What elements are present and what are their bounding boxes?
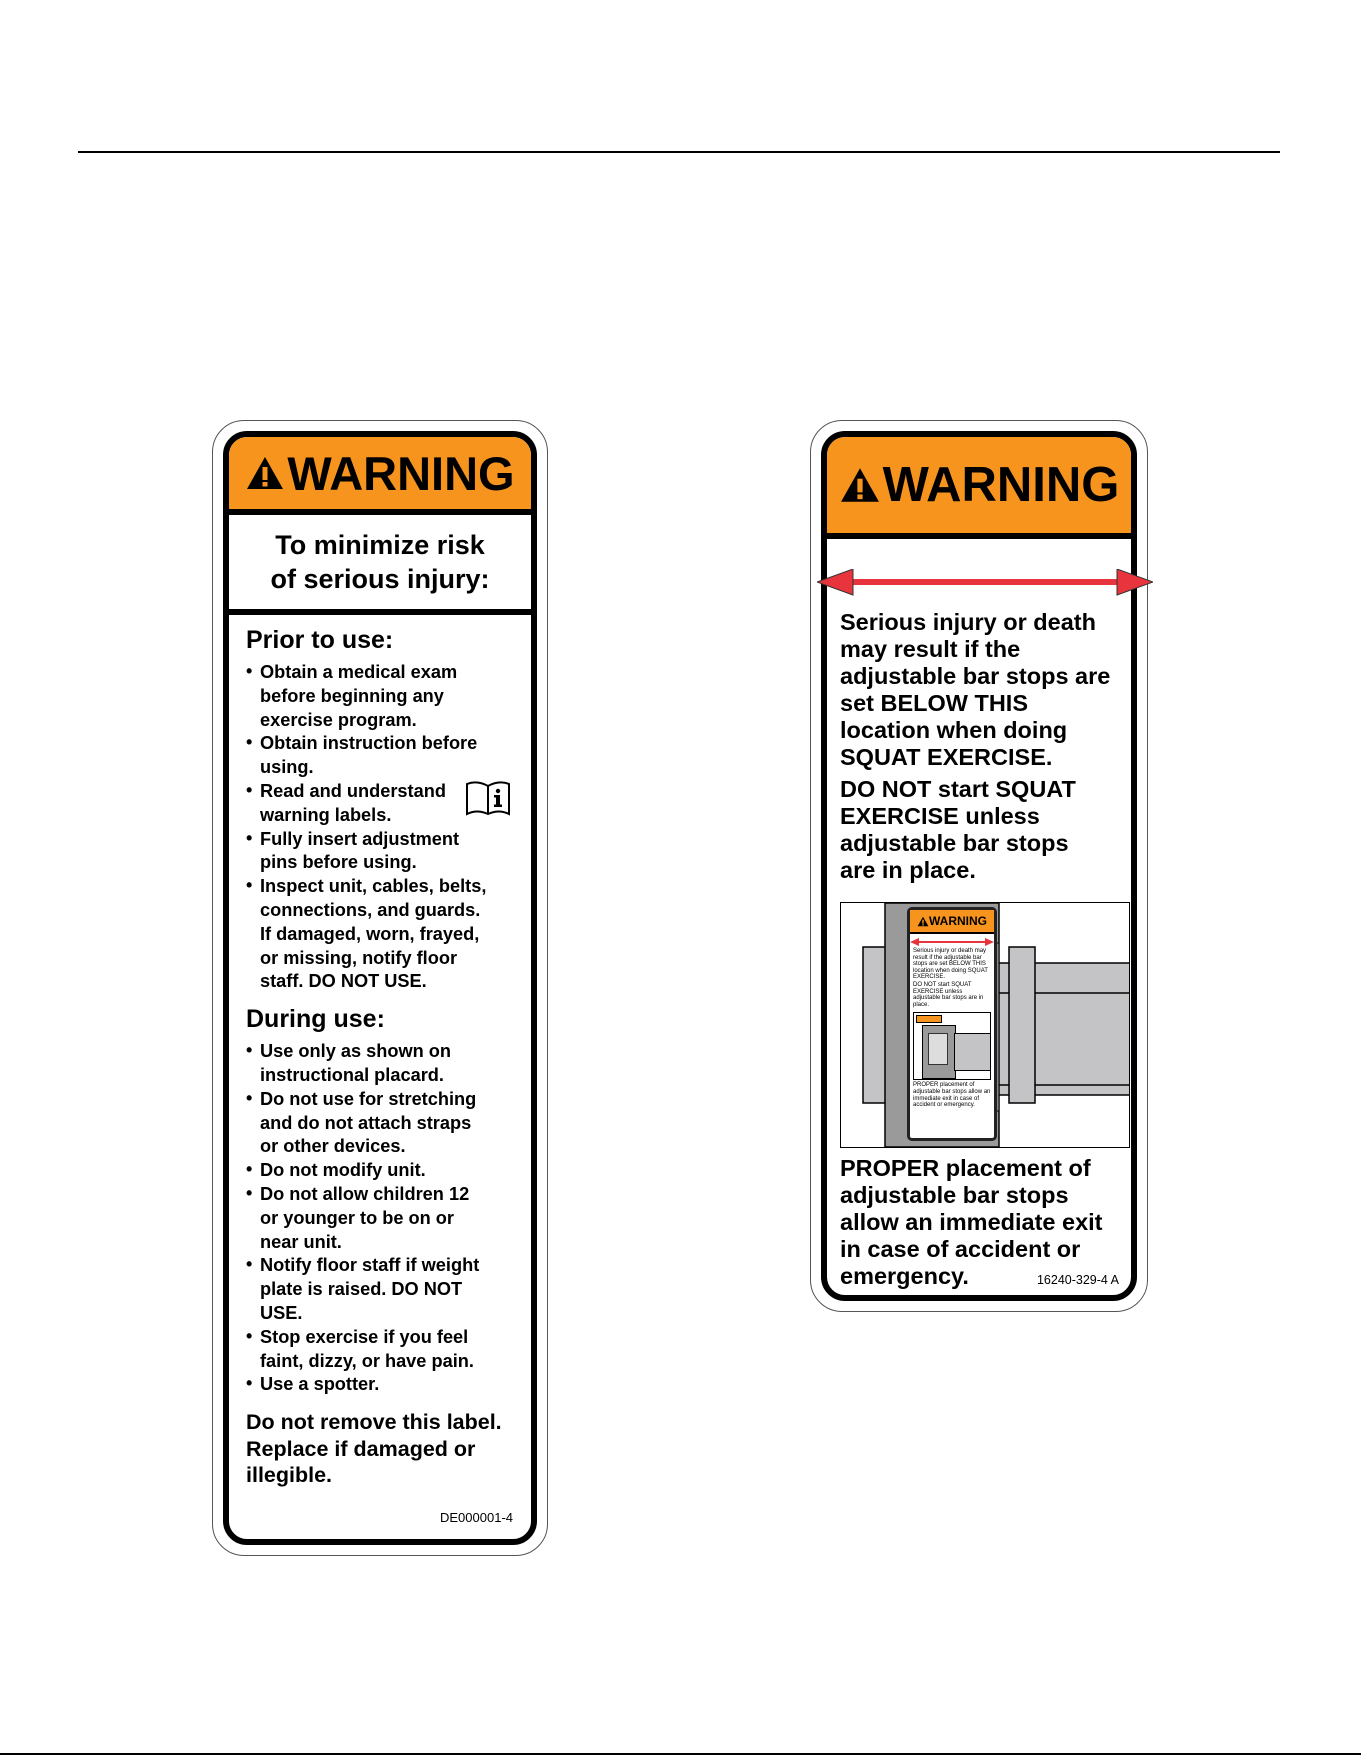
- text-line: adjustable bar stops: [840, 830, 1069, 856]
- mini-illustration: [913, 1012, 991, 1080]
- text-line: adjustable bar stops: [840, 1182, 1069, 1208]
- text-line: may result if the: [840, 636, 1021, 662]
- safety-warning-label: [212, 420, 548, 1556]
- list-item: [246, 661, 523, 732]
- item-line: • Obtain instruction before: [260, 733, 478, 754]
- item-line: pins before using.: [260, 852, 417, 873]
- list-item: [246, 1159, 523, 1183]
- mini-warning-title: WARNING: [929, 914, 987, 928]
- item-line: using.: [260, 757, 314, 778]
- text-line: adjustable bar stops are: [840, 663, 1111, 689]
- item-line: and do not attach straps: [260, 1112, 472, 1133]
- list-item: [246, 732, 523, 780]
- list-item: [246, 1183, 523, 1254]
- item-line: near unit.: [260, 1231, 342, 1252]
- squat-warning-label: [810, 420, 1148, 1312]
- item-line: warning labels.: [260, 804, 392, 825]
- warning-header: [827, 437, 1131, 539]
- mini-instruction-text: DO NOT start SQUAT EXERCISE unless adjustable bar stops are in place.: [913, 981, 984, 1008]
- prior-to-use-heading: Prior to use:: [246, 626, 394, 654]
- placement-statement: [840, 1155, 1123, 1290]
- subheading-line: of serious injury:: [270, 564, 490, 594]
- item-line: or younger to be on or: [260, 1207, 454, 1228]
- manual-info-book-icon: [465, 780, 511, 816]
- label-part-code: DE000001-4: [440, 1510, 513, 1525]
- item-line: • Do not use for stretching: [260, 1088, 477, 1109]
- text-line: location when doing: [840, 717, 1068, 743]
- list-item: [246, 780, 523, 828]
- label-frame: [821, 431, 1137, 1301]
- warning-title: WARNING: [287, 446, 515, 500]
- label-part-code: 16240-329-4 A: [1036, 1273, 1119, 1287]
- item-line: • Use a spotter.: [260, 1374, 380, 1395]
- text-line: are in place.: [840, 857, 976, 883]
- hazard-statement: [840, 609, 1123, 771]
- text-line: in case of accident or: [840, 1236, 1081, 1262]
- during-use-list: [246, 1040, 523, 1397]
- item-line: before beginning any: [260, 685, 444, 706]
- item-line: • Read and understand: [260, 780, 446, 801]
- item-line: USE.: [260, 1302, 303, 1323]
- item-line: or missing, notify floor: [260, 947, 458, 968]
- list-item: [246, 1326, 523, 1374]
- text-line: set BELOW THIS: [840, 690, 1029, 716]
- subheading-line: To minimize risk: [275, 530, 485, 560]
- list-item: [246, 875, 523, 994]
- text-line: EXERCISE unless: [840, 803, 1040, 829]
- instruction-statement: [840, 776, 1123, 884]
- item-line: faint, dizzy, or have pain.: [260, 1350, 474, 1371]
- item-line: • Stop exercise if you feel: [260, 1326, 469, 1347]
- item-line: exercise program.: [260, 709, 417, 730]
- list-item: [246, 1373, 523, 1397]
- item-line: connections, and guards.: [260, 899, 481, 920]
- list-item: [246, 1040, 523, 1088]
- closing-note: [246, 1409, 523, 1489]
- text-line: DO NOT start SQUAT: [840, 776, 1076, 802]
- closing-line: Replace if damaged or: [246, 1436, 476, 1461]
- mini-warning-header: [910, 910, 994, 934]
- footer-rule: [0, 1753, 1361, 1755]
- mini-placement-text: PROPER placement of adjustable bar stops allow an immediate exit in case of accident or emergency.: [913, 1082, 991, 1109]
- text-line: Serious injury or death: [840, 609, 1096, 635]
- placement-illustration: [840, 902, 1130, 1148]
- item-line: • Do not modify unit.: [260, 1160, 426, 1181]
- warning-title: WARNING: [882, 458, 1120, 512]
- text-line: allow an immediate exit: [840, 1209, 1103, 1235]
- during-use-heading: During use:: [246, 1005, 385, 1034]
- mini-hazard-text: Serious injury or death may result if the adjustable bar stops are set BELOW THIS location when doing SQUAT EXERCISE.: [913, 948, 988, 981]
- mini-double-arrow-icon: [910, 937, 994, 947]
- list-item: [246, 1254, 523, 1325]
- header-rule: [78, 151, 1280, 153]
- item-line: staff. DO NOT USE.: [260, 971, 427, 992]
- label-frame: [223, 431, 537, 1545]
- label-subheading: [229, 515, 531, 615]
- closing-line: Do not remove this label.: [246, 1410, 502, 1435]
- item-line: instructional placard.: [260, 1064, 444, 1085]
- prior-to-use-list: [246, 661, 523, 994]
- list-item: [246, 1088, 523, 1159]
- item-line: If damaged, worn, frayed,: [260, 923, 480, 944]
- warning-triangle-icon: [917, 916, 929, 927]
- label-body: [246, 625, 523, 1489]
- double-arrow-icon: [817, 569, 1153, 605]
- item-line: plate is raised. DO NOT: [260, 1279, 463, 1300]
- text-line: SQUAT EXERCISE.: [840, 744, 1053, 770]
- warning-triangle-icon: [245, 455, 285, 491]
- item-line: • Inspect unit, cables, belts,: [260, 876, 487, 897]
- item-line: • Fully insert adjustment: [260, 828, 460, 849]
- item-line: • Do not allow children 12: [260, 1183, 470, 1204]
- item-line: • Obtain a medical exam: [260, 662, 458, 682]
- list-item: [246, 828, 523, 876]
- warning-header: [229, 437, 531, 515]
- item-line: or other devices.: [260, 1136, 406, 1157]
- text-line: PROPER placement of: [840, 1155, 1091, 1181]
- item-line: • Use only as shown on: [260, 1041, 452, 1062]
- text-line: emergency.: [840, 1263, 969, 1289]
- item-line: • Notify floor staff if weight: [260, 1255, 480, 1276]
- warning-triangle-icon: [839, 466, 881, 504]
- mini-warning-label: [907, 907, 997, 1141]
- closing-line: illegible.: [246, 1463, 333, 1488]
